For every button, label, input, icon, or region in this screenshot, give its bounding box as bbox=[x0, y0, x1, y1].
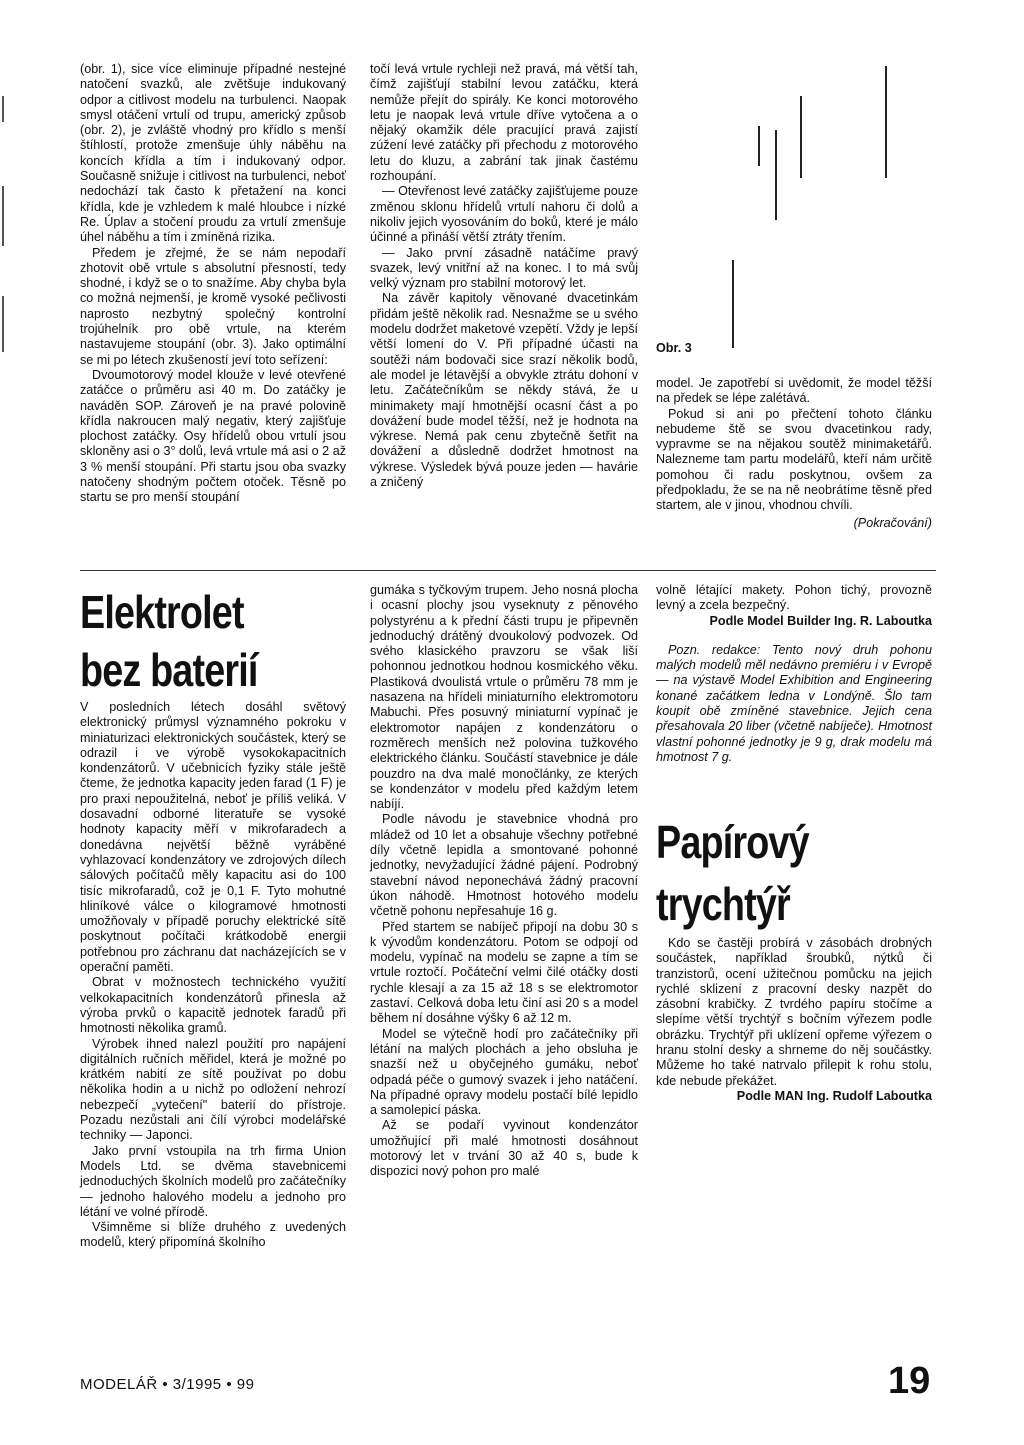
figure-line bbox=[775, 130, 777, 220]
paragraph: Model se výtečně hodí pro začátečníky při létání na malých plochách a jeho obsluha je snazší než u obyčejného gumáku, neboť odpadá péče o gumový svazek i jeho natáčení. Na případné opravy modelu postačí bílé lepidlo a samolepicí páska. bbox=[370, 1026, 638, 1118]
article1-signature: Podle Model Builder Ing. R. Laboutka bbox=[709, 613, 932, 628]
editorial-note: Pozn. redakce: Tento nový druh pohonu malých modelů měl nedávno premiéru i v Evropě — na výstavě Model Exhibition and Engineering konané začátkem ledna v Londýně. Šlo tam koupit obě zmíněné stavebnice. Jejich cena přesahovala 20 liber (včetně nabíječe). Hmotnost vlastní pohonné jednotky je 9 g, drak modelu má hmotnost 7 g. bbox=[656, 642, 932, 764]
paragraph: — Otevřenost levé zatáčky zajišťujeme pouze změnou sklonu hřídelů vrtulí nahoru či dolů a nikoliv jejich vyosováním do boků, které je málo účinné a přináší větší ztráty třením. bbox=[370, 184, 639, 245]
article1-title-line2: bez baterií bbox=[80, 644, 258, 696]
section-divider bbox=[80, 570, 936, 571]
article2-title-line1: Papírový bbox=[656, 816, 809, 868]
figure-3-label: Obr. 3 bbox=[656, 341, 692, 355]
paragraph: Všimněme si blíže druhého z uvedených modelů, který připomíná školního bbox=[80, 1220, 346, 1250]
article1-column-3 bbox=[656, 583, 932, 765]
scan-edge-mark bbox=[2, 186, 4, 246]
article1-column-1 bbox=[80, 586, 346, 1251]
article2-title-line2: trychtýř bbox=[656, 878, 790, 930]
paragraph: (obr. 1), sice více eliminuje případné nestejné natočení svazků, ale zvětšuje indukovaný odpor a citlivost modelu na turbulenci. Naopak smysl otáčení vrtulí od trupu, americký způsob (obr. 2), je zvláště vhodný pro křídlo s menší štíhlostí, protože zmenšuje úhly náběhu na koncích křídla a tím i indukovaný odpor. Současně snižuje i citlivost na turbulenci, neboť nedochází tak často k přetažení na konci křídla, kde je vzhledem k malé hloubce i nízké Re. Úplav a stočení proudu za vrtulí zmenšuje úhel náběhu a tím i zmíněná rizika. bbox=[80, 62, 346, 245]
paragraph: Dvoumotorový model klouže v levé otevřené zatáčce o průměru asi 40 m. Do zatáčky je naváděn SOP. Zároveň je na pravé polovině křídla nakroucen malý negativ, který zajišťuje plochost zatáčky. Osy hřídelů obou vrtulí jsou skloněny asi o 3° dolů, levá vrtule má asi o 2 až 3 % menší stoupání. Při startu jsou oba svazky natočeny shodným počtem otoček. Těsně po startu se pro menší stoupání bbox=[80, 367, 346, 505]
paragraph: V posledních létech dosáhl světový elektronický průmysl významného pokroku v miniaturizaci elektronických součástek, který se odrazil i ve výrobě vysokokapacitních kondenzátorů. V učebnicích fyziky stále ještě čteme, že jednotka kapacity jeden farad (1 F) je pro praxi nepoužitelná, neboť je příliš veliká. V dosavadní odborné literatuře se vysoké hodnoty kapacity měří v mikrofaradech a donedávna největší běžně vyráběné vyhlazovací kondenzátory ve zdrojových dílech sálových počítačů měly kapacitu asi do 100 tisíc mikrofaradů, což je 0,1 F. Tyto mohutné hliníkové válce o kilogramové hmotnosti umožňovaly v případě poruchy elektrické sítě poskytnout počítači krátkodobě energii potřebnou pro záchranu dat nacházejících se v operační paměti. bbox=[80, 700, 346, 975]
paragraph: Na závěr kapitoly věnované dvacetinkám přidám ještě několik rad. Nesnažme se u svého modelu dodržet maketové vzepětí. Vždy je lepší větší lomení do V. Při případné účasti na soutěži nám bodovači sice srazí několik bodů, ale model je létavější a obvykle ztrátu dohoní v letu. Začátečníkům se někdy stává, že u minimakety mají hmotnější ocasní část a po dovážení bude model těžší, než je hodnota na výkrese. Nemá pak cenu zbytečně šetřit na dovážení a důsledně dodržet hmotnost na výkrese. Výsledek bývá pouze jeden — havárie a zničený bbox=[370, 291, 638, 490]
article1-column-2 bbox=[370, 583, 638, 1180]
article2-column bbox=[656, 816, 932, 1104]
article1-title-line1: Elektrolet bbox=[80, 586, 244, 638]
paragraph: Podle návodu je stavebnice vhodná pro mládež od 10 let a obsahuje všechny potřebné díly včetně lepidla a smontované pohonné jednotky, nevyžadující žádné pájení. Podrobný stavební návod neponechává žádný pracovní úkon náhodě. Hmotnost hotového modelu včetně pohonu nepřesahuje 16 g. bbox=[370, 812, 638, 919]
figure-line bbox=[800, 96, 802, 178]
paragraph: — Jako první zásadně natáčíme pravý svazek, levý vnitřní až na konec. I to má svůj velký význam pro stabilní motorový let. bbox=[370, 245, 638, 291]
paragraph: Výrobek ihned nalezl použití pro napájení digitálních ručních měřidel, která je možné po krátkém nabití ze sítě používat po dobu několika hodin a u nichž po odložení nehrozí nebezpečí „vytečení" baterií do přístroje. Pozadu nezůstali ani čílí výrobci modelářské techniky — Japonci. bbox=[80, 1036, 346, 1143]
scan-edge-mark bbox=[2, 296, 4, 352]
paragraph: Až se podaří vyvinout kondenzátor umožňující při malé hmotnosti dosáhnout motorový let v trvání 30 až 40 s, bude k dispozici nový pohon pro malé bbox=[370, 1118, 638, 1179]
figure-3-drawing bbox=[660, 60, 940, 340]
paragraph: gumáka s tyčkovým trupem. Jeho nosná plocha i ocasní plochy jsou vyseknuty z pěnového polystyrénu a k přední části trupu je připevněn jednoduchý drátěný dvoukolový podvozek. Od svého klasického pravzoru se však liší pohonnou jednotkou hodnou kosmického věku. Plastiková dvoulistá vrtule o průměru 78 mm je nasazena na hřídeli miniaturního elektromotoru Mabuchi. Přes posuvný miniaturní vypínač je elektromotor napájen z kondenzátoru o rozměrech menších než polovina tužkového elektrického článku. Součástí stavebnice je dále pouzdro na dva malé monočlánky, ze kterých se kondenzátor v modelu před každým letem nabíjí. bbox=[370, 583, 638, 812]
paragraph: Obrat v možnostech technického využití velkokapacitních kondenzátorů přinesla až výroba prvků o kapacitě jednotek faradů při hmotnosti několika gramů. bbox=[80, 975, 346, 1036]
continued-note: (Pokračování) bbox=[853, 515, 932, 530]
article2-signature: Podle MAN Ing. Rudolf Laboutka bbox=[736, 1088, 932, 1103]
magazine-footer: MODELÁŘ • 3/1995 • 99 bbox=[80, 1376, 255, 1393]
paragraph: točí levá vrtule rychleji než pravá, má větší tah, čímž zajišťují stabilní levou zatáčku, která nemůže přejít do spirály. Ke konci motorového letu je naopak levá vrtule dříve vytočena a o nějaký okamžik déle pracující pravá zajistí zúžení levé zatáčky při přechodu z motorového letu do kluzu, a zabrání tak jinak častému rozhoupání. bbox=[370, 62, 638, 184]
paragraph: Před startem se nabíječ připojí na dobu 30 s k vývodům kondenzátoru. Potom se odpojí od modelu, vypínač na modelu se zapne a tím se vrtule roztočí. Počáteční velmi čilé otáčky dosti rychle klesají a za 15 až 18 s se elektromotor zastaví. Celková doba letu činí asi 20 s a model během ní dosáhne výšky 6 až 12 m. bbox=[370, 919, 638, 1026]
figure-line bbox=[758, 126, 760, 166]
figure-line bbox=[885, 66, 887, 178]
figure-line bbox=[732, 260, 734, 348]
top-column-1 bbox=[80, 62, 346, 506]
paragraph: model. Je zapotřebí si uvědomit, že model těžší na předek se lépe zalétává. bbox=[656, 376, 932, 406]
paragraph: Pokud si ani po přečtení tohoto článku nebudeme ště se svou dvacetinkou rady, vypravme se na nějakou soutěž minimaketářů. Nalezneme tam partu modelářů, kteří nám určitě pomohou či radu poskytnou, ovšem za předpokladu, že se na ně neobrátíme těsně před startem, ale v jinou, vhodnou chvíli. bbox=[656, 406, 932, 513]
paragraph: Předem je zřejmé, že se nám nepodaří zhotovit obě vrtule s absolutní přesností, tedy shodné, i když se o to snažíme. Aby chyba byla co možná nejmenší, je kromě vysoké pečlivosti naprosto nezbytný společný kontrolní trojúhelník pro obě vrtule, na kterém nastavujeme stoupání (obr. 3). Jako optimální se mi po létech zkušeností jeví toto seřízení: bbox=[80, 245, 346, 367]
page-number: 19 bbox=[888, 1360, 931, 1402]
paragraph: Kdo se častěji probírá v zásobách drobných součástek, například šroubků, nýtků či tranzistorů, ocení užitečnou pomůcku na jejich rychlé sklizení z pracovní desky nazpět do zásobní krabičky. Z tvrdého papíru stočíme a slepíme větší trychtýř s bočním výřezem podle obrázku. Trychtýř při uklízení opřeme výřezem o hranu stolní desky a shrneme do něj součástky. Můžeme ho také natrvalo přilepit k rohu stolu, kde nebude překážet. bbox=[656, 936, 932, 1088]
top-column-3 bbox=[656, 376, 932, 531]
paragraph: Jako první vstoupila na trh firma Union Models Ltd. se dvěma stavebnicemi jednoduchých školních modelů pro začátečníky — jednoho halového modelu a jednoho pro létání ve volné přírodě. bbox=[80, 1143, 346, 1219]
top-column-2 bbox=[370, 62, 638, 490]
scan-edge-mark bbox=[2, 96, 4, 122]
paragraph: volně létající makety. Pohon tichý, provozně levný a zcela bezpečný. bbox=[656, 583, 932, 613]
